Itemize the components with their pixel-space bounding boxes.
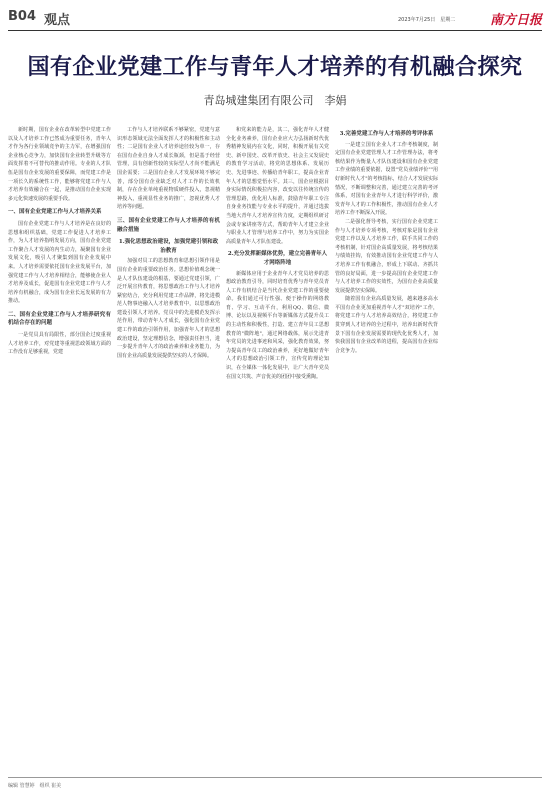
paragraph: 一是党员具有局限性，部分国企过度重视人才培养工作，对党建等重视思政领域方面的工作没有足够重视，党建: [8, 332, 111, 356]
column-4: [335, 126, 542, 355]
column-3: [226, 126, 329, 381]
page-footer: [8, 777, 542, 789]
paragraph: 加强对员工的思想教育和思想引领作用是国有企业的重要政治任务。思想价值观念统一是人才队伍建设的根基，要通过党建引领，广泛开展宣传教育，将思想政治工作与人才培养紧密结合，充分利用党建工作品牌，将先进模范人物事迹融入人才培养教育中，以思想政治建设引领人才培养。党员中的先进模范发挥示范作用，带动青年人才成长，强化国有企业党建工作的政治引领作用，加强青年人才的思想政治建设，坚定理想信念，增强责任担当，进一步提升青年人才的政治素养和业务能力，为国有企业高质量发展提供坚实的人才保障。: [117, 258, 220, 359]
page-header: [0, 0, 550, 30]
section-heading-3: 三、国有企业党建工作与人才培养的有机融合措施: [117, 217, 220, 233]
article-title: 国有企业党建工作与青年人才培养的有机融合探究: [27, 54, 523, 80]
section-label: 观点: [44, 13, 71, 28]
paragraph: 工作与人才培养联系不够紧密，党建与意识形态领域无法全面发挥人才的积极性和主动性；二是国有企业人才培养途径较为单一，存在国有企业自身人才成长瓶颈，但是基于经营管理，具有创新性较的实际型人才尚不能满足国企需要；三是国有企业人才发展环境不够完善，部分国有企业缺乏对人才工作的长效机制，存在企业单纯重视物质硬件投入，忽视精神投入，重视显性业务的推广，忽视优秀人才培养等问题。: [117, 127, 220, 211]
conclusion-paragraph: 随着国有企业高质量发展，越来越多高水平国有企业更加重视青年人才"双培养"工作，将党建工作与人才培养高效结合，将党建工作贯穿到人才培养的全过程中，培养出新时代背景下国有企业发展需要的现代化优秀人才，加快我国国有企业改革的进程，提高国有企业综合竞争力。: [335, 296, 438, 354]
column-1: [8, 126, 111, 357]
issue-date: 2023年7月25日 星期二: [398, 17, 456, 23]
header-rule: [8, 30, 542, 31]
subsection-heading-1: 1.强化思想政治建设，加强党建引领和政治教育: [118, 239, 219, 254]
newspaper-logo: 南方日报: [489, 13, 542, 28]
page-number: B04: [8, 9, 36, 24]
article-author: 青岛城建集团有限公司 李娟: [203, 94, 347, 107]
subsection-heading-3: 3.完善党建工作与人才培养的考评体系: [339, 131, 434, 137]
intro-paragraph: 新时期，国有企业在改革转型中党建工作以及人才培养工作已然成为重要任务，青年人才作为各行业领域竞争的主力军，在增强国有企业核心竞争力，加快国有企业转型升级等方面发挥着不可替代的推动作用。专业的人才队伍是国有企业发展的重要保障，而党建工作是一项长久的系统性工作，能够将党建工作与人才培养有效融合在一起，是推动国有企业实现多元化快速发展的重要手段。: [8, 127, 111, 202]
paragraph: 新媒体应用于企业青年人才党员培养的思想政治教育引导，同时培育优秀与青年党员青人工作有机结合是当代企业党建工作的重要使命。我们通过可行性强、便于操作的网络教育、学习、互动平台，利用QQ、微信、微博、论坛以及视频平台等新媒体方式提升员工的主动性和积极性，打造、建立青年员工思想教育的"微阵地"，通过网络载体，展示先进青年党员的先进事迹和风采，强化教育效果，努力提高青年员工的政治素养，更好地做好青年人才的思想政治引领工作，宣传党的理论知识，在全媒体一体化发展中，让广大青年党员在国文共筑、声音优美的团团中接受熏陶。: [226, 270, 329, 380]
column-2: [117, 126, 220, 360]
paragraph: 二是强化督导考核，实行国有企业党建工作与人才培养专项考核，考核对象是国有企业党建工作以及人才培养工作，联手共同工作的考核机制，针对国企高质量发展，将考核结果与绩效挂钩，有效推动国有企业党建工作与人才培养工作有机融合，形成上下联动、齐抓共管的良好局面，进一步提高国有企业党建工作与人才培养工作的实效性，为国有企业高质量发展提供坚实保障。: [335, 218, 438, 294]
paragraph: 国有企业党建工作与人才培养是在良好的思想和组织基础，党建工作促进人才培养工作，为人才培养指明发展方向，国有企业党建工作聚合人才发展的内生动力，凝聚国有企业发展文化，吸引人才聚集到国有企业发展中来。人才培养需要依托国有企业发展平台，加强党建工作与人才培养相结合，能够使企业人才培养及成长，促进国有企业党建工作与人才培养有机融合，成为国有企业长远发展的有力推动。: [8, 220, 111, 305]
editor-credits: 编辑 管慧婷 组织 崔美: [8, 783, 62, 789]
subsection-heading-2: 2.充分发挥新媒体优势，建立完善青年人才网络阵地: [227, 251, 328, 266]
paragraph: 一是建立国有企业人才工作考核制度，制定国有企业党建管理人才工作管理办法，将考核结果作为衡量人才队伍建设和国有企业党建工作业绩的重要依据，设置"党员业绩评价""用好新时代人才"的考核指标，结合人才发展实际情况，不断调整和完善，通过建立完善的考评体系，对国有企业青年人才进行科学评价，激发青年人才的工作积极性，推动国有企业人才培养工作不断深入开展。: [335, 141, 438, 217]
paragraph: 和党来的能力是，其二，强化青年人才健全化业务素养，国有企业应大力弘扬新时代优秀精神发展内在文化，同时，积极开展有关党史、新中国史、改革开放史、社会主义发展史的教育学习活动，将党的思想体系、发展历史、先进事迹、传播给青年职工，提高企业青年人才的思想觉悟水平。其三，国企应根据目身实际情况积极拉内容，改变以往传统宣传的管理思路，优化用人标准，鼓励青年职工专注自身业务技能与专业水平的提升，并通过选拔当地大青年人才培养宣传力度，定期组织研讨会或专家讲座等方式，帮助青年人才建立企业与职业人才管理与培养工作中，努力为实国企高质量青年人才队伍建设。: [226, 127, 329, 245]
section-heading-1: 一、国有企业党建工作与人才培养关系: [8, 209, 102, 216]
section-heading-2: 二、国有企业党建工作与人才培养研究有机结合存在的问题: [8, 311, 111, 327]
